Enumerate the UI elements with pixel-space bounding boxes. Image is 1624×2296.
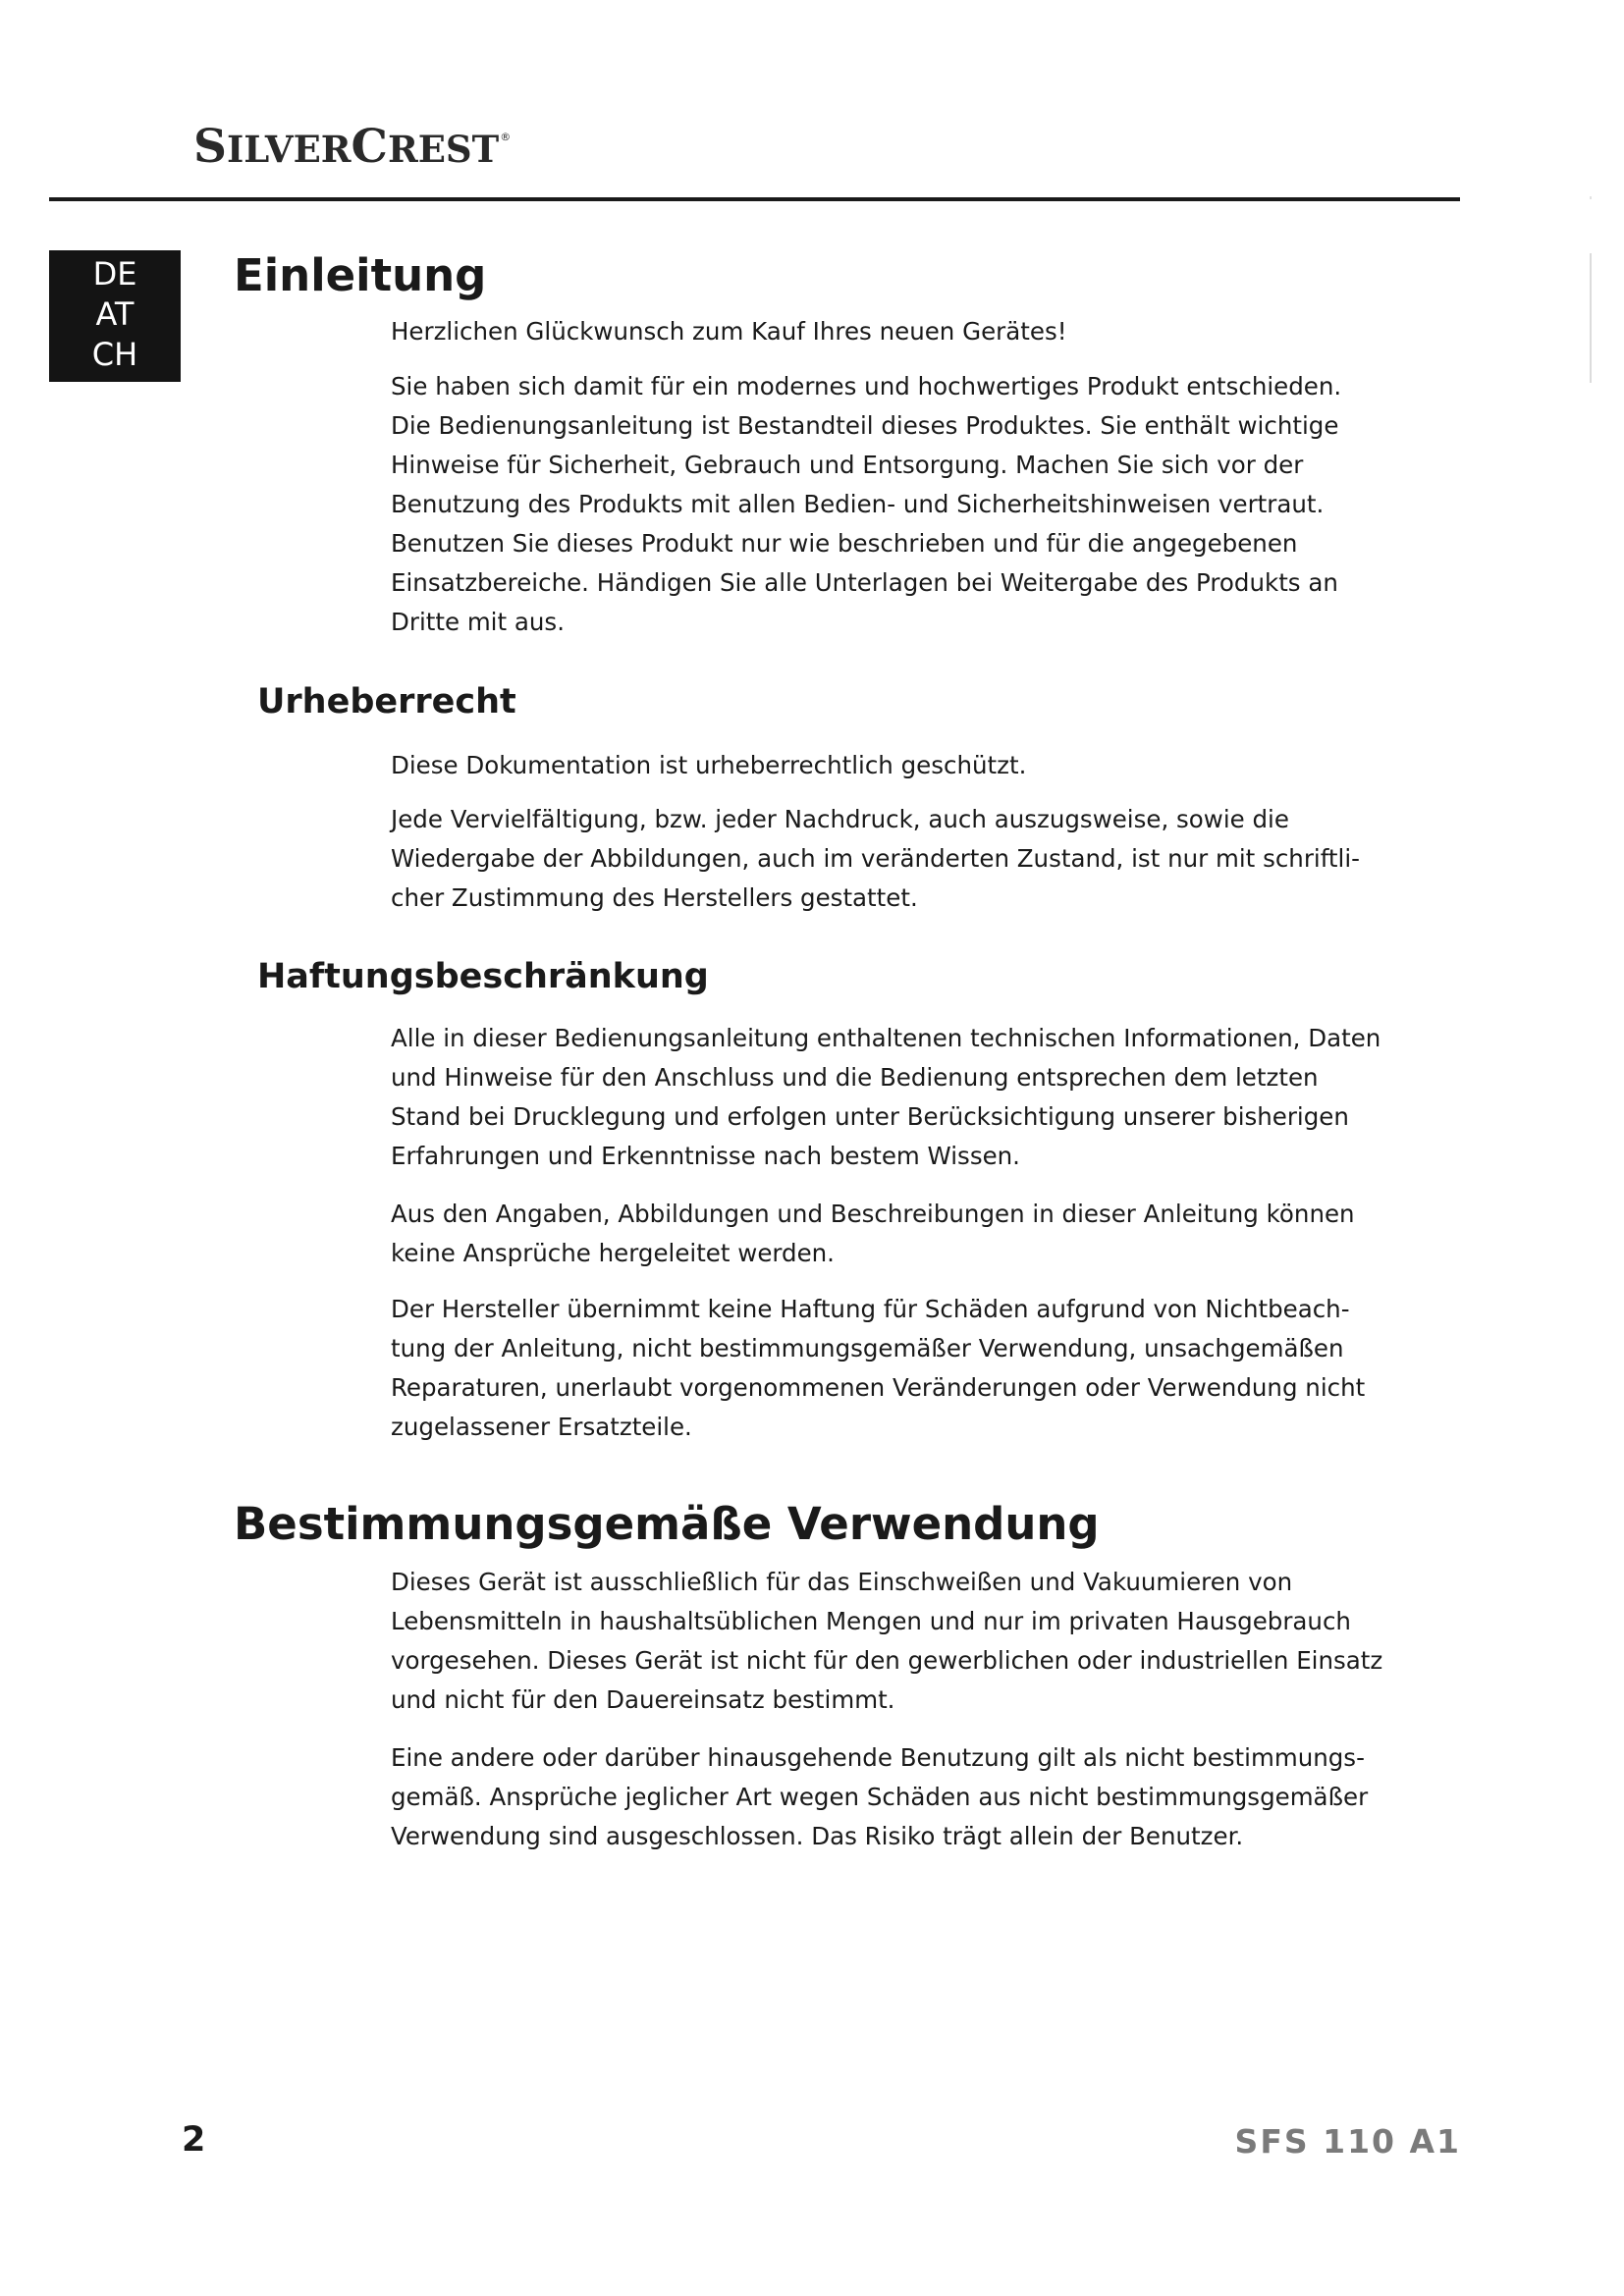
text-line: und Hinweise für den Anschluss und die Bedienung entsprechen dem letzten [391,1063,1319,1092]
logo-letter-s: S [193,120,227,174]
lang-at: AT [95,295,135,333]
lang-de: DE [92,255,137,293]
text-line: cher Zustimmung des Herstellers gestattet. [391,883,918,912]
text-line: Benutzung des Produkts mit allen Bedien- und Sicherheitshinweisen vertraut. [391,490,1325,518]
paragraph [391,367,1422,642]
logo-letter-c: C [351,120,388,174]
lang-ch: CH [91,336,138,373]
model-number: SFS 110 A1 [1234,2122,1461,2161]
text-line: Benutzen Sie dieses Produkt nur wie beschrieben und für die angegebenen [391,529,1298,558]
heading-einleitung: Einleitung [234,249,487,301]
text-line: Verwendung sind ausgeschlossen. Das Risiko trägt allein der Benutzer. [391,1822,1244,1850]
text-line: Eine andere oder darüber hinausgehende Benutzung gilt als nicht bestimmungs- [391,1743,1365,1772]
text-line: Erfahrungen und Erkenntnisse nach bestem Wissen. [391,1142,1020,1170]
text-line: Reparaturen, unerlaubt vorgenommenen Veränderungen oder Verwendung nicht [391,1373,1366,1402]
logo-letters-ilver: ILVER [226,128,352,171]
text-line: Sie haben sich damit für ein modernes und hochwertiges Produkt entschieden. [391,372,1342,400]
text-line: Dieses Gerät ist ausschließlich für das Einschweißen und Vakuumieren von [391,1568,1293,1596]
text-line: Wiedergabe der Abbildungen, auch im veränderten Zustand, ist nur mit schriftli- [391,844,1360,873]
paragraph [391,800,1422,918]
text-line: und nicht für den Dauereinsatz bestimmt. [391,1685,895,1714]
text-line: Diese Dokumentation ist urheberrechtlich geschützt. [391,751,1027,779]
registered-mark: ® [500,131,512,143]
header-rule [49,197,1460,201]
page-number: 2 [182,2120,206,2160]
heading-urheberrecht: Urheberrecht [257,682,516,721]
paragraph [391,312,1422,351]
silvercrest-logo [193,120,512,174]
language-tab [49,250,181,382]
heading-haftungsbeschraenkung: Haftungsbeschränkung [257,957,709,996]
paragraph [391,1290,1422,1447]
text-line: Jede Vervielfältigung, bzw. jeder Nachdruck, auch auszugsweise, sowie die [391,805,1289,833]
text-line: Einsatzbereiche. Händigen Sie alle Unterlagen bei Weitergabe des Produkts an [391,568,1338,597]
text-line: Hinweise für Sicherheit, Gebrauch und Entsorgung. Machen Sie sich vor der [391,451,1304,479]
text-line: zugelassener Ersatzteile. [391,1413,692,1441]
text-line: keine Ansprüche hergeleitet werden. [391,1239,835,1267]
paragraph [391,1738,1422,1856]
text-line: Herzlichen Glückwunsch zum Kauf Ihres neuen Gerätes! [391,317,1067,346]
text-line: Der Hersteller übernimmt keine Haftung für Schäden aufgrund von Nichtbeach- [391,1295,1350,1323]
paragraph [391,1563,1422,1720]
text-line: Alle in dieser Bedienungsanleitung enthaltenen technischen Informationen, Daten [391,1024,1381,1052]
text-line: Aus den Angaben, Abbildungen und Beschreibungen in dieser Anleitung können [391,1200,1355,1228]
scan-artifact-line [1590,253,1592,383]
text-line: Die Bedienungsanleitung ist Bestandteil dieses Produktes. Sie enthält wichtige [391,411,1339,440]
paragraph [391,746,1422,785]
text-line: vorgesehen. Dieses Gerät ist nicht für den gewerblichen oder industriellen Einsatz [391,1646,1383,1675]
paragraph [391,1019,1422,1176]
text-line: Stand bei Drucklegung und erfolgen unter Berücksichtigung unserer bisherigen [391,1102,1349,1131]
text-line: Dritte mit aus. [391,608,565,636]
scan-artifact-dot [1590,196,1592,199]
heading-bestimmungsgemaesse-verwendung: Bestimmungsgemäße Verwendung [234,1498,1100,1550]
paragraph [391,1195,1422,1273]
text-line: Lebensmitteln in haushaltsüblichen Mengen und nur im privaten Hausgebrauch [391,1607,1351,1635]
text-line: tung der Anleitung, nicht bestimmungsgemäßer Verwendung, unsachgemäßen [391,1334,1344,1362]
text-line: gemäß. Ansprüche jeglicher Art wegen Schäden aus nicht bestimmungsgemäßer [391,1783,1369,1811]
logo-letters-rest: REST [387,128,500,171]
